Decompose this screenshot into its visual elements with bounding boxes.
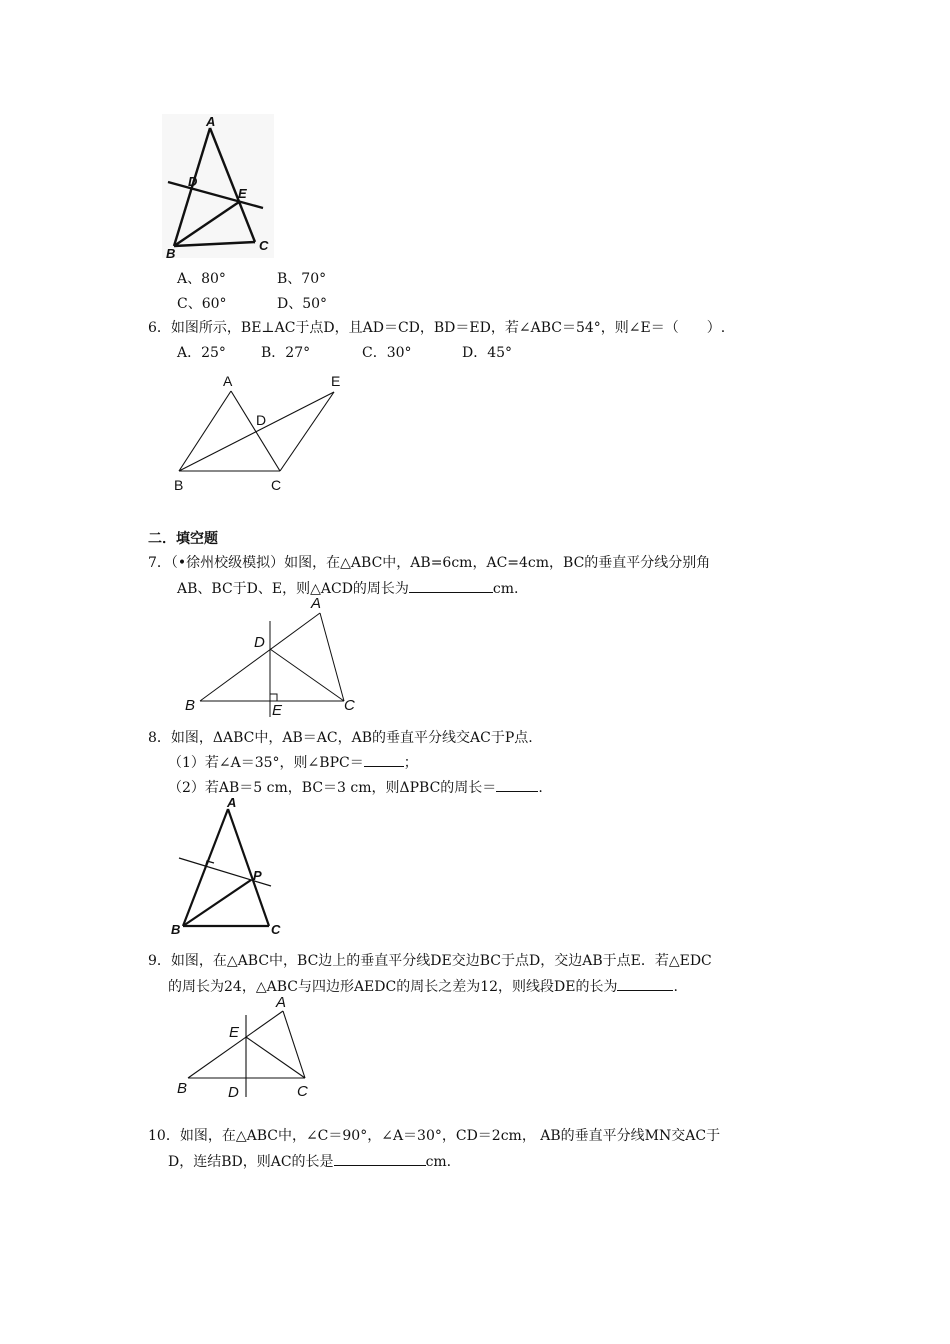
q10-answer-blank[interactable]	[334, 1151, 426, 1166]
q9-label-e: E	[229, 1024, 240, 1041]
q6-question-text: 6．如图所示，BE⊥AC于点D，且AD＝CD，BD＝ED，若∠ABC＝54°，则∠E＝（ ）.	[148, 320, 726, 336]
q6-figure	[165, 370, 355, 495]
q6-option-a: A．25°	[177, 345, 226, 361]
q6-line-ac	[231, 391, 280, 471]
q7-line-ab	[200, 613, 320, 701]
q6-line-ce	[280, 392, 334, 471]
q7-label-c: C	[344, 697, 355, 714]
q8-answer-blank-2[interactable]	[496, 777, 538, 792]
q6-option-b: B．27°	[261, 345, 311, 361]
q6-label-d: D	[256, 412, 267, 428]
q7-line-dc	[270, 649, 344, 701]
q5-label-c: C	[259, 238, 269, 253]
q8-line3-before: （2）若AB＝5 cm，BC＝3 cm，则ΔPBC的周长＝	[168, 780, 497, 796]
q8-question-line2	[168, 752, 418, 773]
q5-option-a: A、80°	[177, 271, 226, 287]
q7-line-ac	[320, 613, 344, 701]
q7-label-e: E	[272, 702, 283, 719]
q7-answer-blank[interactable]	[409, 578, 493, 593]
q5-label-e: E	[238, 186, 247, 201]
q5-figure	[160, 112, 280, 262]
q9-label-c: C	[297, 1083, 308, 1100]
q7-line2-before: AB、BC于D、E，则△ACD的周长为	[177, 581, 409, 597]
q7-label-d: D	[254, 634, 265, 651]
q8-answer-blank-1[interactable]	[364, 752, 404, 767]
q8-line3-after: .	[538, 780, 543, 796]
q6-label-c: C	[271, 477, 282, 493]
q8-figure	[165, 796, 290, 941]
q6-line-be	[179, 392, 334, 471]
q5-option-d: D、50°	[277, 296, 328, 312]
q7-question-line1: 7．（•徐州校级模拟）如图，在△ABC中，AB=6cm，AC=4cm，BC的垂直平分线分别角	[148, 555, 711, 571]
q10-line2-before: D，连结BD，则AC的长是	[168, 1154, 334, 1170]
q8-line2-after: ；	[403, 755, 418, 771]
q8-label-b: B	[171, 922, 181, 937]
q5-option-c: C、60°	[177, 296, 227, 312]
q10-line2-after: cm.	[425, 1154, 452, 1170]
q8-line-ac	[228, 809, 269, 926]
q9-question-line1: 9．如图，在△ABC中，BC边上的垂直平分线DE交边BC于点D，交边AB于点E．若△EDC	[148, 953, 712, 969]
q5-label-b: B	[166, 246, 176, 261]
q7-label-b: B	[185, 697, 196, 714]
q7-figure	[180, 593, 370, 723]
q5-label-a: A	[206, 114, 216, 129]
q8-line2-before: （1）若∠A＝35°，则∠BPC＝	[168, 755, 364, 771]
q9-line-ac	[283, 1011, 305, 1078]
q8-question-line1: 8．如图，ΔABC中，AB＝AC，AB的垂直平分线交AC于P点.	[148, 730, 533, 746]
q6-option-c: C．30°	[362, 345, 412, 361]
q9-line-ab	[188, 1011, 283, 1078]
q6-option-d: D．45°	[462, 345, 513, 361]
q5-option-b: B、70°	[277, 271, 327, 287]
q8-line-bp	[183, 880, 251, 926]
q7-line2-after: cm.	[492, 581, 519, 597]
q10-question-line2	[168, 1151, 451, 1172]
q8-label-a: A	[227, 795, 237, 810]
q9-line2-after: .	[673, 979, 678, 995]
q9-line-ec	[246, 1037, 305, 1078]
q10-question-line1: 10．如图，在△ABC中，∠C＝90°，∠A＝30°，CD＝2cm， AB的垂直平分线MN交AC于	[148, 1128, 721, 1144]
q7-label-a: A	[311, 595, 322, 612]
q6-label-b: B	[174, 477, 184, 493]
q5-label-d: D	[188, 174, 198, 189]
q9-label-a: A	[276, 994, 287, 1011]
q6-line-ab	[179, 391, 231, 471]
q6-label-a: A	[223, 373, 233, 389]
q8-question-line3	[168, 777, 543, 798]
q9-figure	[170, 993, 320, 1103]
q8-label-p: P	[253, 868, 262, 883]
q9-label-d: D	[228, 1084, 239, 1101]
q9-label-b: B	[177, 1080, 188, 1097]
q9-answer-blank[interactable]	[617, 976, 673, 991]
section-title-fill-in: 二．填空题	[148, 531, 218, 547]
q8-label-c: C	[271, 922, 281, 937]
q7-right-angle-mark	[270, 694, 277, 701]
q6-label-e: E	[331, 373, 341, 389]
q9-line2-before: 的周长为24，△ABC与四边形AEDC的周长之差为12，则线段DE的长为	[168, 979, 618, 995]
